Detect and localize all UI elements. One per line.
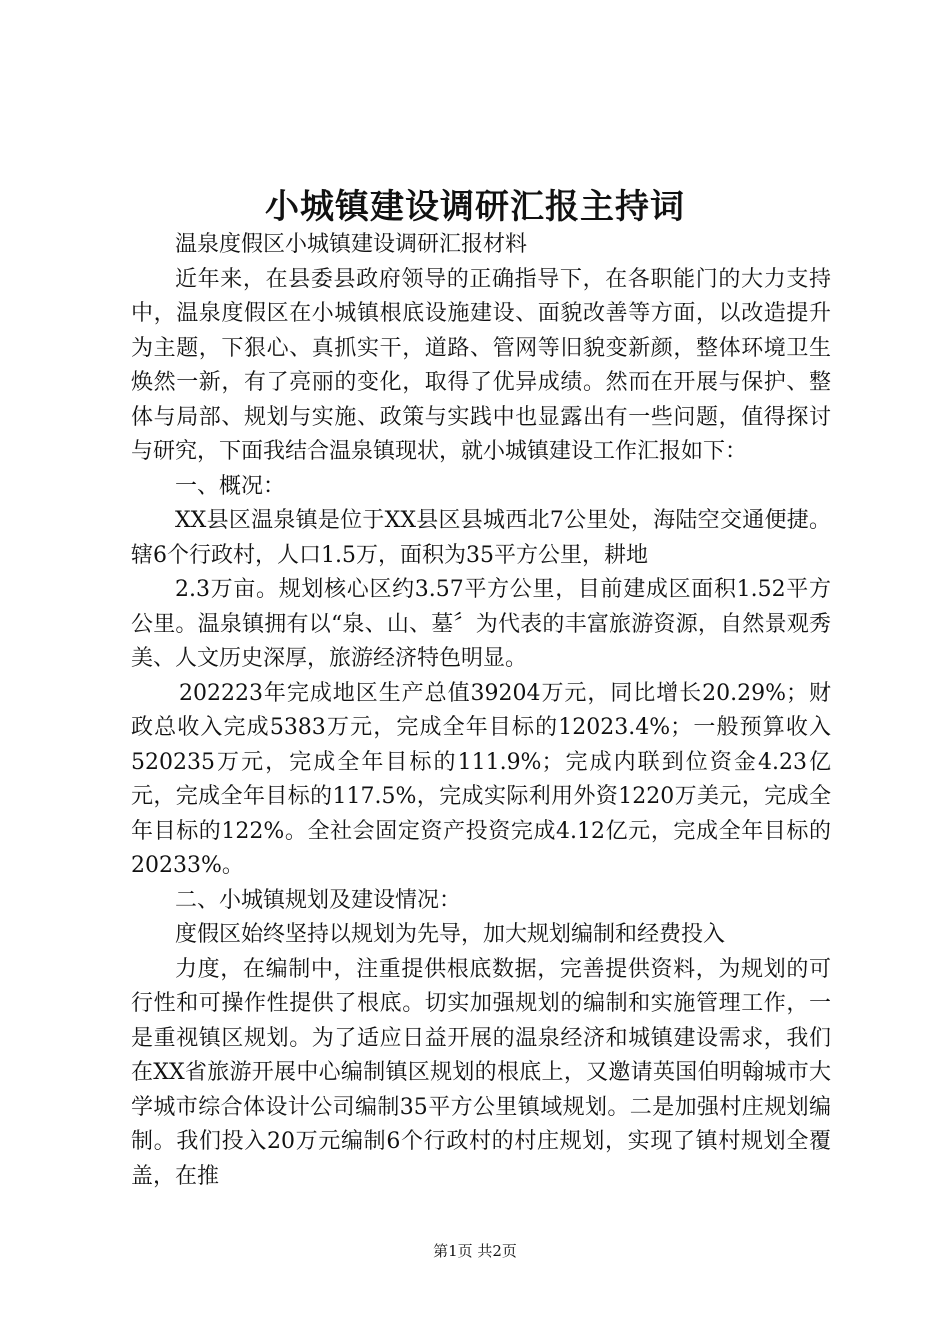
page-footer: 第1页 共2页 bbox=[433, 1242, 517, 1260]
paragraph-intro: 近年来，在县委县政府领导的正确指导下，在各职能门的大力支持中，温泉度假区在小城镇根底设施建设、面貌改善等方面，以改造提升为主题，下狠心、真抓实干，道路、管网等旧貌变新颜，整体环境卫生焕然一新，有了亮丽的变化，取得了优异成绩。然而在开展与保护、整体与局部、规划与实施、政策与实践中也显露出有一些问题，值得探讨与研究，下面我结合温泉镇现状，就小城镇建设工作汇报如下： bbox=[131, 266, 831, 464]
section-heading-planning: 二、小城镇规划及建设情况： bbox=[175, 887, 462, 913]
document-title: 小城镇建设调研汇报主持词 bbox=[265, 187, 685, 227]
paragraph-overview-location: XX县区温泉镇是位于XX县区县城西北7公里处，海陆空交通便捷。辖6个行政村，人口1.5万，面积为35平方公里，耕地 bbox=[131, 508, 831, 568]
document-body bbox=[131, 228, 831, 1194]
paragraph-overview-economy: 202223年完成地区生产总值39204万元，同比增长20.29%；财政总收入完成5383万元，完成全年目标的12023.4%；一般预算收入520235万元，完成全年目标的111.9%；完成内联到位资金4.23亿元，完成全年目标的117.5%，完成实际利用外资1220万美元，完成全年目标的122%。全社会固定资产投资完成4.12亿元，完成全年目标的20233%。 bbox=[131, 680, 831, 878]
paragraph-overview-resources: 2.3万亩。规划核心区约3.57平方公里，目前建成区面积1.52平方公里。温泉镇拥有以“泉、山、墓〞为代表的丰富旅游资源，自然景观秀美、人文历史深厚，旅游经济特色明显。 bbox=[131, 577, 831, 671]
paragraph-planning-lead: 度假区始终坚持以规划为先导，加大规划编制和经费投入 bbox=[175, 922, 726, 947]
section-heading-overview: 一、概况： bbox=[175, 473, 286, 499]
paragraph-subtitle: 温泉度假区小城镇建设调研汇报材料 bbox=[175, 232, 528, 257]
paragraph-planning-detail: 力度，在编制中，注重提供根底数据，完善提供资料，为规划的可行性和可操作性提供了根底。切实加强规划的编制和实施管理工作，一是重视镇区规划。为了适应日益开展的温泉经济和城镇建设需求，我们在XX省旅游开展中心编制镇区规划的根底上，又邀请英国伯明翰城市大学城市综合体设计公司编制35平方公里镇域规划。二是加强村庄规划编制。我们投入20万元编制6个行政村的村庄规划，实现了镇村规划全覆盖，在推 bbox=[131, 956, 831, 1189]
